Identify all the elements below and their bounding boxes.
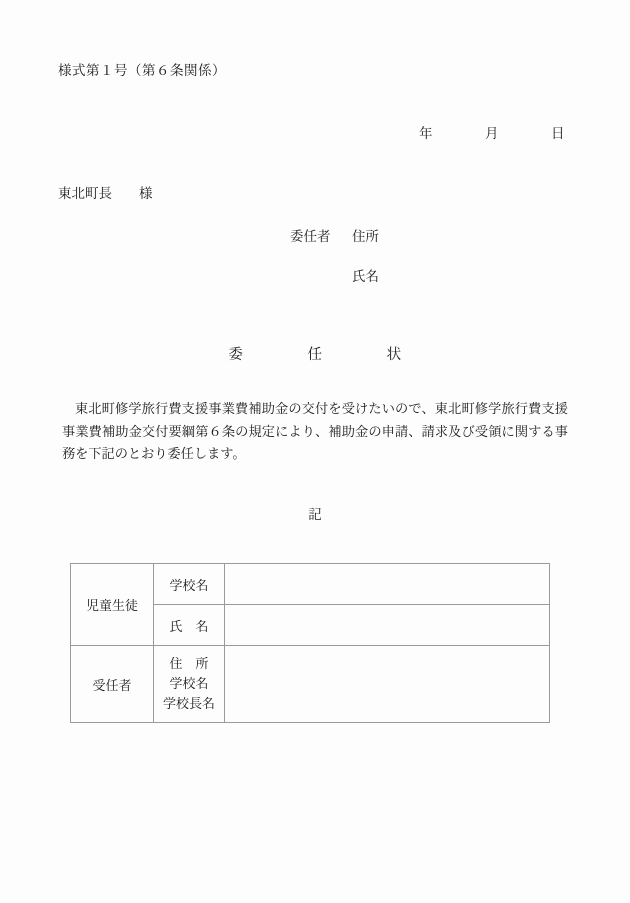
title-char-3: 状 (386, 347, 402, 363)
input-student-name[interactable] (225, 605, 550, 646)
addressee-line: 東北町長 様 (58, 186, 153, 201)
input-student-school[interactable] (225, 564, 550, 605)
date-year-label: 年 (419, 126, 433, 141)
delegator-role-label: 委任者 (290, 229, 331, 244)
delegatee-principal-label: 学校長名 (162, 696, 215, 711)
delegator-address-row (290, 225, 379, 265)
group-label-students: 児童生徒 (71, 564, 154, 646)
row-label-student-school: 学校名 (154, 564, 225, 605)
delegator-name-row (290, 265, 379, 305)
row-label-delegatee (154, 646, 225, 723)
ki-marker: 記 (308, 507, 322, 522)
delegatee-address-label: 住 所 (169, 656, 209, 671)
body-paragraph: 東北町修学旅行費支援事業費補助金の交付を受けたいので、東北町修学旅行費支援事業費補助金交付要綱第６条の規定により、補助金の申請、請求及び受領に関する事務を下記のとおり委任します。 (62, 401, 568, 461)
row-label-student-name: 氏 名 (154, 605, 225, 646)
delegation-table (70, 563, 550, 723)
date-line (330, 122, 575, 142)
delegator-address-label: 住所 (352, 229, 379, 244)
table-row (71, 646, 550, 723)
form-number: 様式第１号（第６条関係） (58, 63, 226, 78)
title-char-1: 委 (228, 347, 244, 363)
input-delegatee-details[interactable] (225, 646, 550, 723)
title-char-2: 任 (307, 347, 323, 363)
delegatee-school-label: 学校名 (169, 676, 209, 691)
delegator-block (290, 225, 379, 305)
delegator-name-label: 氏名 (352, 269, 379, 284)
table-row (71, 564, 550, 605)
delegatee-label-stack (154, 654, 224, 714)
date-day-label: 日 (551, 126, 565, 141)
date-month-label: 月 (485, 126, 499, 141)
group-label-delegatee: 受任者 (71, 646, 154, 723)
document-title (0, 343, 630, 364)
